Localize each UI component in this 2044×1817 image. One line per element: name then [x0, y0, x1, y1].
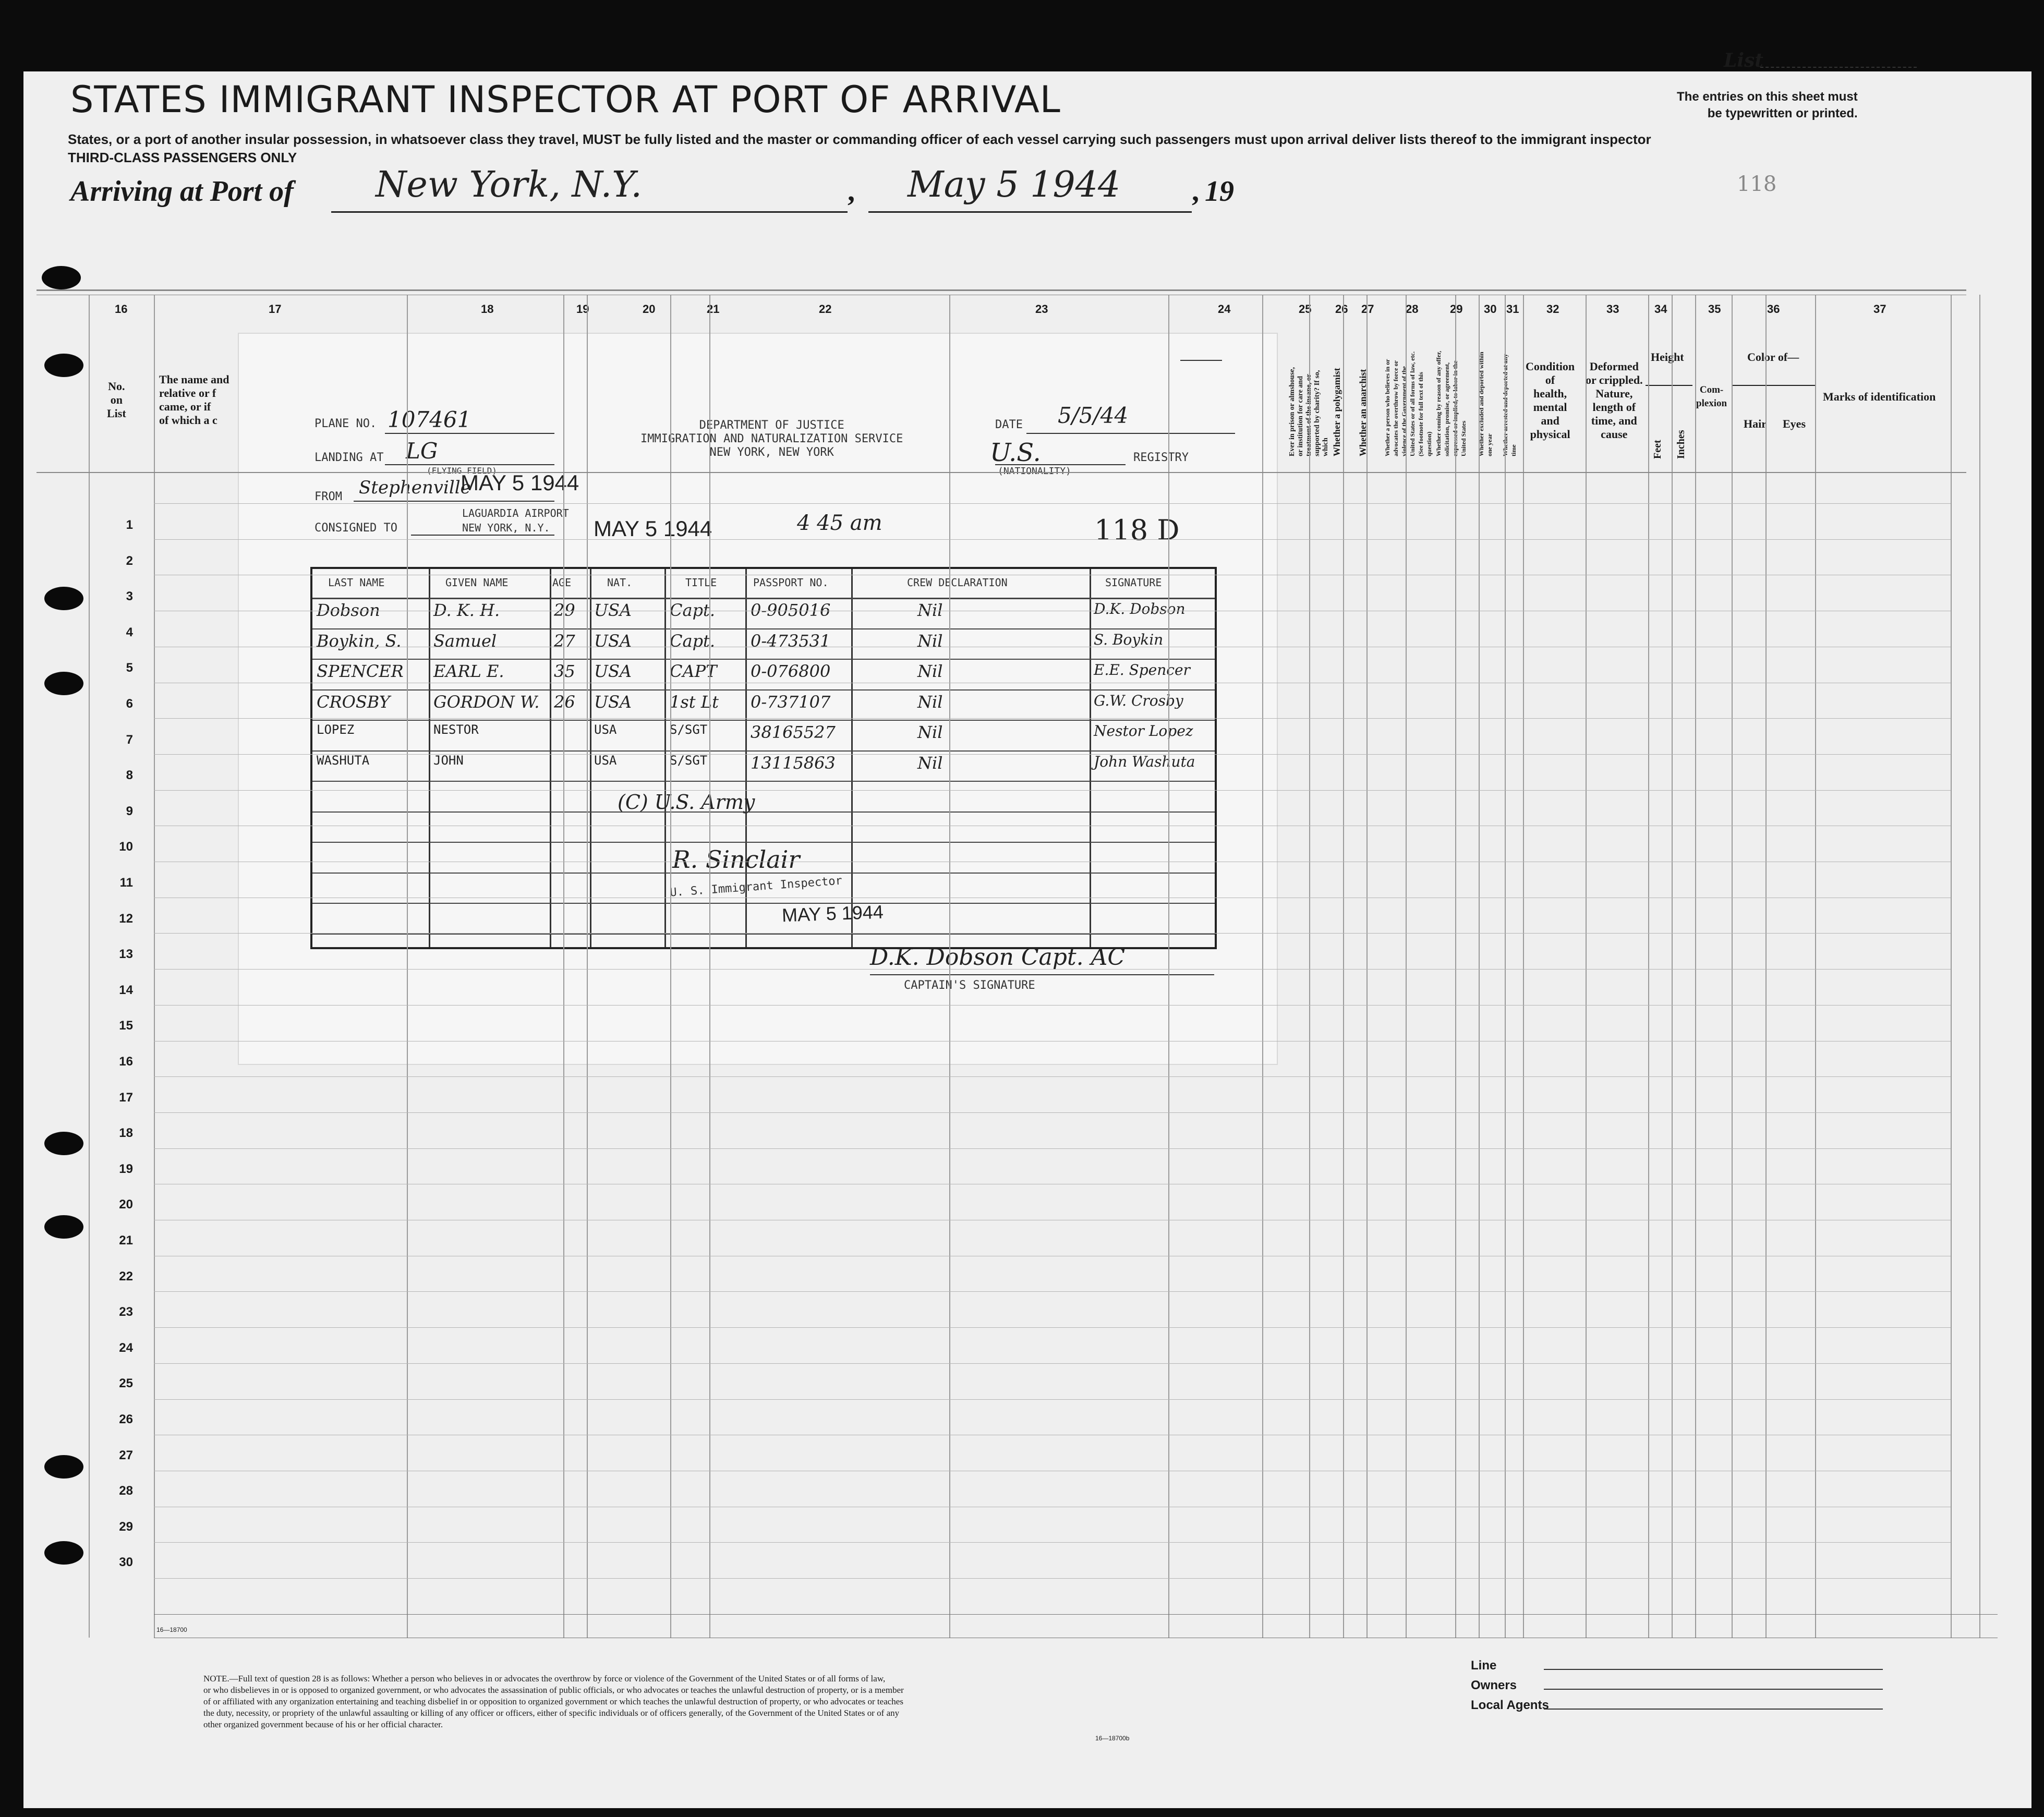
color-subline — [1732, 385, 1815, 386]
grid-row-line — [154, 539, 1951, 540]
grid-horizontal-rule — [37, 289, 1966, 291]
captain-signature-line — [870, 974, 1214, 975]
column-number: 30 — [1484, 302, 1497, 316]
row-number: 21 — [119, 1233, 133, 1247]
grid-row-line — [154, 933, 1951, 934]
consigned-value: LAGUARDIA AIRPORT NEW YORK, N.Y. — [462, 507, 569, 534]
header-col34: Height — [1651, 350, 1684, 364]
grid-row-line — [154, 503, 1951, 504]
grid-horizontal-rule — [37, 472, 1966, 473]
column-number: 36 — [1767, 302, 1780, 316]
header-col27: Whether an anarchist — [1358, 369, 1368, 456]
header-col31: Whether arrested and deported at any time — [1502, 354, 1517, 456]
header-col36-eyes: Eyes — [1783, 417, 1806, 430]
date-stamp: MAY 5 1944 — [594, 516, 712, 541]
header-col29: Whether coming by reason of any offer, solicitation, promise, or agreement, expressed or implied, to labor in the United States — [1435, 350, 1467, 456]
port-handwritten: New York, N.Y. — [376, 164, 642, 205]
landing-at-line — [385, 464, 554, 465]
header-col36-hair: Hair — [1744, 417, 1767, 430]
card-top-line — [1180, 360, 1222, 361]
row-number: 19 — [119, 1161, 133, 1176]
form-number: 16—18700 — [156, 1626, 187, 1633]
grid-row-line — [154, 1542, 1951, 1543]
crew-cell-passport: 0-905016 — [751, 600, 831, 620]
date-handwritten: May 5 1944 — [908, 164, 1121, 205]
grid-row-line — [154, 790, 1951, 791]
crew-header-nat: NAT. — [607, 576, 633, 589]
grid-vertical-line — [407, 295, 408, 1638]
agents-field — [1544, 1709, 1883, 1710]
crew-cell-title: S/SGT — [670, 722, 708, 737]
crew-table-row-line — [312, 628, 1215, 629]
grid-vertical-line — [154, 295, 155, 1638]
crew-table — [310, 567, 1217, 949]
row-number: 9 — [126, 804, 133, 818]
crew-cell-decl: Nil — [917, 661, 943, 681]
binder-hole — [44, 587, 83, 610]
crew-cell-passport: 0-473531 — [751, 631, 831, 651]
crew-cell-decl: Nil — [917, 753, 943, 773]
grid-row-line — [154, 1112, 1951, 1113]
column-number: 32 — [1546, 302, 1559, 316]
separator-comma: , — [1192, 175, 1199, 208]
crew-table-divider — [590, 569, 591, 947]
line-field — [1544, 1669, 1883, 1670]
row-number: 17 — [119, 1090, 133, 1105]
row-number: 11 — [119, 876, 133, 890]
grid-vertical-line — [1343, 295, 1344, 1638]
grid-vertical-line — [1586, 295, 1587, 1638]
corner-mark: 118 — [1737, 172, 1777, 196]
from-label: FROM — [315, 490, 342, 503]
header-col34-inches: Inches — [1675, 430, 1687, 459]
column-number: 24 — [1218, 302, 1231, 316]
crew-table-row-line — [312, 842, 1215, 843]
grid-vertical-line — [1406, 295, 1407, 1638]
row-number: 27 — [119, 1448, 133, 1462]
header-col28: Whether a person who believes in or advocates the overthrow by force or violence of the Government of the United States or of all forms of law, etc. (See footnote for full text of this question) — [1384, 351, 1433, 456]
crew-cell-nat: USA — [594, 753, 617, 768]
crew-cell-age: 26 — [554, 692, 575, 712]
nationality-label: (NATIONALITY) — [998, 466, 1071, 477]
grid-vertical-line — [1505, 295, 1506, 1638]
port-underline — [331, 211, 848, 213]
crew-cell-sig: John Washuta — [1094, 753, 1195, 770]
code-handwritten: 118 D — [1094, 514, 1180, 547]
grid-vertical-line — [1366, 295, 1368, 1638]
inspector-signature: R. Sinclair — [672, 845, 800, 874]
grid-vertical-line — [1523, 295, 1524, 1638]
plane-no-line — [385, 433, 554, 434]
grid-vertical-line — [1262, 295, 1263, 1638]
grid-row-line — [154, 1005, 1951, 1006]
inspector-date-stamp: MAY 5 1944 — [781, 901, 884, 926]
crew-cell-given: GORDON W. — [433, 692, 540, 712]
crew-cell-age: 27 — [554, 631, 575, 651]
grid-vertical-line — [1695, 295, 1696, 1638]
arriving-label: Arriving at Port of — [70, 175, 294, 208]
flight-crew-card — [239, 334, 1277, 1064]
binder-hole — [44, 1541, 83, 1565]
column-number: 22 — [819, 302, 832, 316]
grid-vertical-line — [1672, 295, 1673, 1638]
date-underline — [868, 211, 1192, 213]
crew-header-age: AGE — [552, 576, 572, 589]
crew-cell-nat: USA — [594, 661, 632, 681]
crew-cell-nat: USA — [594, 722, 617, 737]
date-label: DATE — [995, 418, 1023, 431]
row-number: 26 — [119, 1412, 133, 1426]
page-title: STATES IMMIGRANT INSPECTOR AT PORT OF ARRIVAL — [70, 78, 1061, 121]
header-col34-feet: Feet — [1652, 440, 1663, 459]
column-number: 31 — [1506, 302, 1519, 316]
grid-vertical-line — [670, 295, 671, 1638]
crew-table-row-line — [312, 659, 1215, 660]
row-number: 4 — [126, 625, 133, 639]
landing-at-label: LANDING AT — [315, 451, 384, 464]
crew-cell-passport: 38165527 — [751, 722, 836, 742]
crew-cell-decl: Nil — [917, 600, 943, 620]
crew-header-signature: SIGNATURE — [1105, 576, 1162, 589]
crew-table-divider — [851, 569, 853, 947]
grid-vertical-line — [709, 295, 710, 1638]
column-number: 17 — [269, 302, 282, 316]
row-number: 7 — [126, 732, 133, 747]
crew-cell-sig: D.K. Dobson — [1094, 600, 1186, 617]
class-line: THIRD-CLASS PASSENGERS ONLY — [68, 150, 297, 165]
crew-cell-decl: Nil — [917, 631, 943, 651]
line-label: Line — [1471, 1658, 1497, 1673]
row-number: 15 — [119, 1019, 133, 1033]
column-number: 35 — [1708, 302, 1721, 316]
header-col32: Condition of health, mental and physical — [1526, 360, 1575, 441]
grid-vertical-line — [89, 295, 90, 1638]
crew-table-row-line — [312, 750, 1215, 752]
grid-row-line — [154, 1076, 1951, 1077]
footnote-question-28: NOTE.—Full text of question 28 is as follows: Whether a person who believes in or advocates the overthrow by force or violence of the Government of the United States or of all forms of law, or who disbelieves in or is opposed to organized government, or who advocates the assassination of public officials, or who advocates or teaches the unlawful destruction of property, or is a member of or affiliated with any organization entertaining and teaching disbelief in or opposition to organized government or which teaches the unlawful destruction of property, or who advocates or teaches the duty, necessity, or propriety of the unlawful assaulting or killing of any officer or officers, either of specific individuals or of officers generally, of the Government of the United States or of any other organized government because of his or her official character. — [203, 1674, 904, 1729]
landing-at-value: LG — [406, 438, 438, 464]
crew-table-row-line — [312, 689, 1215, 691]
crew-header-passport: PASSPORT NO. — [753, 576, 829, 589]
crew-table-row-line — [312, 811, 1215, 813]
list-number-line — [1760, 67, 1917, 68]
crew-cell-title: S/SGT — [670, 753, 708, 768]
grid-vertical-line — [587, 295, 588, 1638]
consigned-line — [411, 535, 554, 536]
row-number: 28 — [119, 1484, 133, 1498]
column-number: 23 — [1035, 302, 1048, 316]
row-number: 6 — [126, 697, 133, 711]
grid-row-line — [154, 754, 1951, 755]
agents-label: Local Agents — [1471, 1698, 1549, 1712]
crew-cell-sig: Nestor Lopez — [1094, 722, 1193, 740]
separator-comma: , — [848, 175, 855, 208]
inspector-label: U. S. Immigrant Inspector — [669, 874, 843, 900]
crew-table-divider — [664, 569, 666, 947]
binder-hole — [44, 672, 83, 695]
grid-vertical-line — [1732, 295, 1733, 1638]
column-number: 16 — [115, 302, 128, 316]
row-number: 16 — [119, 1055, 133, 1069]
grid-vertical-line — [1479, 295, 1480, 1638]
crew-cell-last: LOPEZ — [317, 722, 355, 737]
form-number: 16—18700b — [1095, 1735, 1130, 1742]
row-number: 20 — [119, 1197, 133, 1212]
army-annotation: (C) U.S. Army — [618, 791, 755, 814]
crew-cell-nat: USA — [594, 600, 632, 620]
grid-vertical-line — [1815, 295, 1816, 1638]
grid-row-line — [154, 1291, 1951, 1292]
grid-vertical-line — [1455, 295, 1456, 1638]
crew-cell-title: CAPT — [670, 661, 717, 681]
row-number: 10 — [119, 840, 133, 854]
crew-cell-given: JOHN — [433, 753, 464, 768]
crew-cell-given: D. K. H. — [433, 600, 500, 620]
department-heading: DEPARTMENT OF JUSTICE IMMIGRATION AND NATURALIZATION SERVICE NEW YORK, NEW YORK — [640, 419, 903, 459]
crew-cell-given: EARL E. — [433, 661, 504, 681]
crew-cell-nat: USA — [594, 631, 632, 651]
crew-table-row-line — [312, 781, 1215, 782]
column-number: 34 — [1654, 302, 1667, 316]
crew-cell-age: 29 — [554, 600, 575, 620]
crew-cell-passport: 0-737107 — [751, 692, 831, 712]
captain-signature-label: CAPTAIN'S SIGNATURE — [904, 979, 1035, 992]
crew-cell-title: Capt. — [670, 600, 716, 620]
header-col30: Whether excluded and deported within one year — [1478, 352, 1493, 456]
column-number: 28 — [1406, 302, 1419, 316]
grid-vertical-line — [1951, 295, 1952, 1638]
column-number: 19 — [576, 302, 589, 316]
header-no-on-list: No. on List — [107, 380, 126, 420]
from-line — [354, 501, 554, 502]
crew-cell-last: WASHUTA — [317, 753, 370, 768]
grid-row-line — [154, 718, 1951, 719]
crew-cell-sig: G.W. Crosby — [1094, 692, 1183, 709]
binder-hole — [44, 1132, 83, 1155]
crew-cell-sig: E.E. Spencer — [1094, 661, 1190, 679]
crew-table-row-line — [312, 598, 1215, 599]
year-prefix: 19 — [1205, 175, 1234, 208]
crew-cell-last: SPENCER — [317, 661, 404, 681]
binder-hole — [44, 1455, 83, 1479]
row-number: 14 — [119, 983, 133, 997]
binder-hole — [44, 1215, 83, 1239]
crew-cell-decl: Nil — [917, 692, 943, 712]
crew-cell-sig: S. Boykin — [1094, 631, 1164, 648]
row-number: 3 — [126, 589, 133, 604]
crew-cell-nat: USA — [594, 692, 632, 712]
crew-table-divider — [429, 569, 430, 947]
crew-table-divider — [550, 569, 551, 947]
grid-row-line — [154, 1363, 1951, 1364]
header-col35: Com- plexion — [1696, 384, 1727, 409]
crew-table-divider — [1090, 569, 1091, 947]
column-number: 37 — [1873, 302, 1886, 316]
header-col17: The name and relative or f came, or if of which a c — [159, 373, 229, 427]
time-handwritten: 4 45 am — [797, 511, 882, 535]
row-number: 25 — [119, 1376, 133, 1391]
crew-cell-last: CROSBY — [317, 692, 390, 712]
grid-vertical-line — [563, 295, 564, 1638]
grid-vertical-line — [1309, 295, 1310, 1638]
owners-label: Owners — [1471, 1678, 1517, 1692]
crew-cell-decl: Nil — [917, 722, 943, 742]
grid-vertical-line — [949, 295, 950, 1638]
header-col37: Marks of identification — [1823, 390, 1936, 403]
plane-no-label: PLANE NO. — [315, 417, 377, 430]
header-col33: Deformed or crippled. Nature, length of time, and cause — [1586, 360, 1643, 441]
crew-cell-last: Dobson — [317, 600, 380, 620]
grid-vertical-line — [1168, 295, 1169, 1638]
registry-label: REGISTRY — [1133, 451, 1189, 464]
plane-no-value: 107461 — [388, 407, 471, 432]
flying-field-label: (FLYING FIELD) — [427, 466, 497, 476]
row-number: 29 — [119, 1519, 133, 1534]
crew-cell-given: Samuel — [433, 631, 497, 651]
crew-cell-title: 1st Lt — [670, 692, 719, 712]
from-value: Stephenville — [359, 477, 471, 498]
captain-signature: D.K. Dobson Capt. AC — [870, 944, 1126, 971]
grid-row-line — [154, 969, 1951, 970]
column-number: 18 — [481, 302, 494, 316]
binder-hole — [44, 354, 83, 377]
header-col36: Color of— — [1747, 350, 1799, 364]
date-line — [1026, 433, 1235, 434]
crew-cell-title: Capt. — [670, 631, 716, 651]
crew-cell-last: Boykin, S. — [317, 631, 402, 651]
column-number: 21 — [707, 302, 720, 316]
crew-cell-given: NESTOR — [433, 722, 479, 737]
nationality-value: U.S. — [990, 438, 1041, 467]
grid-vertical-line — [1648, 295, 1649, 1638]
instruction-text: States, or a port of another insular possession, in whatsoever class they travel, MUST be fully listed and the master or commanding officer of each vessel carrying such passengers must upon arrival deliver lists thereof to the immigrant inspector — [68, 131, 1651, 147]
grid-row-line — [154, 1327, 1951, 1328]
column-number: 33 — [1606, 302, 1619, 316]
crew-header-title: TITLE — [685, 576, 717, 589]
row-number: 22 — [119, 1269, 133, 1283]
row-number: 23 — [119, 1305, 133, 1319]
crew-cell-age: 35 — [554, 661, 575, 681]
crew-header-declaration: CREW DECLARATION — [907, 576, 1008, 589]
crew-cell-passport: 0-076800 — [751, 661, 831, 681]
date-value: 5/5/44 — [1058, 403, 1129, 428]
column-number: 20 — [643, 302, 656, 316]
list-label: List — [1724, 50, 1763, 71]
column-number: 29 — [1450, 302, 1463, 316]
crew-table-row-line — [312, 903, 1215, 904]
grid-row-line — [154, 1148, 1951, 1149]
grid-bottom-rule — [154, 1614, 1998, 1615]
height-subline — [1646, 385, 1692, 386]
crew-table-row-line — [312, 720, 1215, 721]
row-number: 2 — [126, 553, 133, 568]
row-number: 24 — [119, 1340, 133, 1355]
grid-vertical-line — [1765, 295, 1767, 1638]
crew-header-last-name: LAST NAME — [328, 576, 385, 589]
row-number: 18 — [119, 1126, 133, 1141]
crew-table-row-line — [312, 873, 1215, 874]
row-number: 13 — [119, 947, 133, 962]
crew-cell-passport: 13115863 — [751, 753, 836, 773]
binder-hole — [42, 266, 81, 289]
row-number: 5 — [126, 661, 133, 675]
row-number: 8 — [126, 768, 133, 783]
grid-vertical-line — [1979, 295, 1980, 1638]
row-number: 12 — [119, 911, 133, 926]
column-number: 25 — [1299, 302, 1312, 316]
grid-row-line — [154, 1399, 1951, 1400]
entries-note: The entries on this sheet must be typewritten or printed. — [1677, 90, 1858, 120]
row-number: 30 — [119, 1555, 133, 1570]
header-col26: Whether a polygamist — [1332, 368, 1342, 456]
owners-field — [1544, 1689, 1883, 1690]
consigned-label: CONSIGNED TO — [315, 522, 397, 535]
column-number: 27 — [1361, 302, 1374, 316]
date-stamp: MAY 5 1944 — [461, 470, 579, 495]
grid-row-line — [154, 1578, 1951, 1579]
nationality-line — [995, 464, 1126, 465]
row-number: 1 — [126, 518, 133, 532]
header-col25: Ever in prison or almshouse, or institution for care and treatment of the insane, or supported by charity? If so, which — [1288, 367, 1329, 456]
column-number: 26 — [1335, 302, 1348, 316]
crew-header-given-name: GIVEN NAME — [445, 576, 509, 589]
